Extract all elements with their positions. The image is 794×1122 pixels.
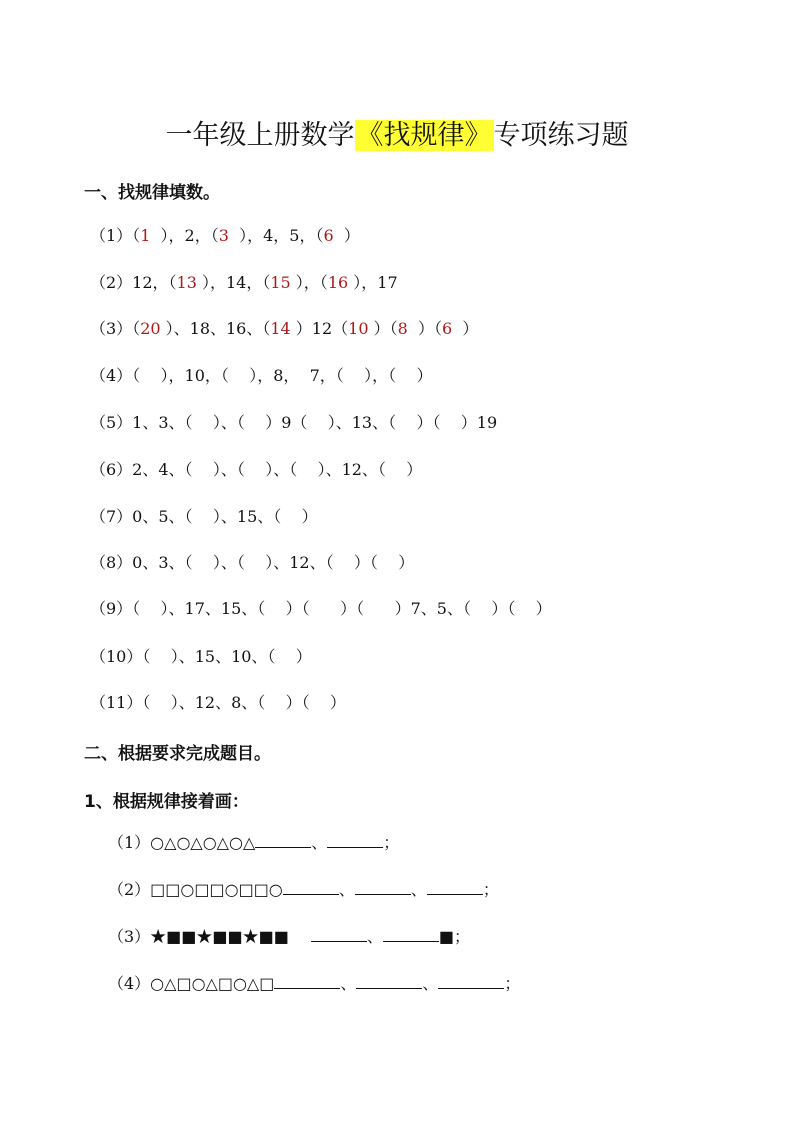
section2-heading: 二、根据要求完成题目。	[84, 744, 271, 764]
answer: 16	[327, 273, 349, 292]
question-8: （8）0、3、（ ）、（ ）、12、（ ）（ ）	[90, 553, 415, 572]
title-after: 专项练习题	[493, 120, 629, 151]
answer-blank[interactable]	[327, 833, 383, 848]
answer-blank[interactable]	[427, 880, 483, 895]
pattern-1: （1）○△○△○△○△ 、 ；	[108, 833, 400, 852]
question-2: （2）12，（13 ），14，（15 ），（16 ），17	[90, 273, 398, 292]
answer: 3	[218, 226, 229, 245]
answer: 8	[397, 319, 408, 338]
page-title	[0, 113, 794, 152]
answer-blank[interactable]	[355, 880, 411, 895]
answer: 14	[270, 319, 291, 338]
answer: 1	[140, 226, 151, 245]
question-7: （7）0、5、（ ）、15、（ ）	[90, 507, 318, 526]
question-4: （4）（ ），10，（ ），8， 7，（ ），（ ）	[90, 366, 433, 385]
title-highlight: 《找规律》	[356, 120, 492, 151]
answer: 6	[323, 226, 334, 245]
answer-blank[interactable]	[255, 833, 311, 848]
pattern-2: （2）□□○□□○□□○ 、 、 ；	[108, 880, 499, 899]
pattern-4: （4）○△□○△□○△□ 、 、 ；	[108, 974, 521, 993]
answer: 20	[140, 319, 161, 338]
title-before: 一年级上册数学	[165, 120, 355, 151]
question-11: （11）（ ）、12、8、（ ）（ ）	[90, 693, 346, 712]
question-1: （1）（1 ），2，（3 ），4，5，（6 ）	[90, 226, 360, 245]
answer-blank[interactable]	[311, 927, 367, 942]
pattern-3: （3）★■■★■■★■■ 、 ■；	[108, 927, 471, 946]
answer: 13	[176, 273, 197, 292]
answer: 6	[442, 319, 453, 338]
answer-blank[interactable]	[274, 974, 340, 989]
question-3: （3）（20 ）、18、16、（14 ）12（10 ）（8 ）（6 ）	[90, 319, 479, 338]
answer-blank[interactable]	[383, 927, 439, 942]
question-6: （6）2、4、（ ）、（ ）、（ ）、12、（ ）	[90, 460, 423, 479]
question-5: （5）1、3、（ ）、（ ）9（ ）、13、（ ）（ ）19	[90, 413, 498, 432]
answer-blank[interactable]	[438, 974, 504, 989]
section1-heading: 一、找规律填数。	[84, 183, 220, 203]
answer-blank[interactable]	[283, 880, 339, 895]
subsection-1-heading: 1、根据规律接着画：	[84, 792, 249, 812]
answer: 15	[270, 273, 291, 292]
answer: 10	[348, 319, 369, 338]
answer-blank[interactable]	[356, 974, 422, 989]
question-10: （10）（ ）、15、10、（ ）	[90, 647, 312, 666]
question-9: （9）（ ）、17、15、（ ）（ ）（ ）7、5、（ ）（ ）	[90, 599, 552, 618]
